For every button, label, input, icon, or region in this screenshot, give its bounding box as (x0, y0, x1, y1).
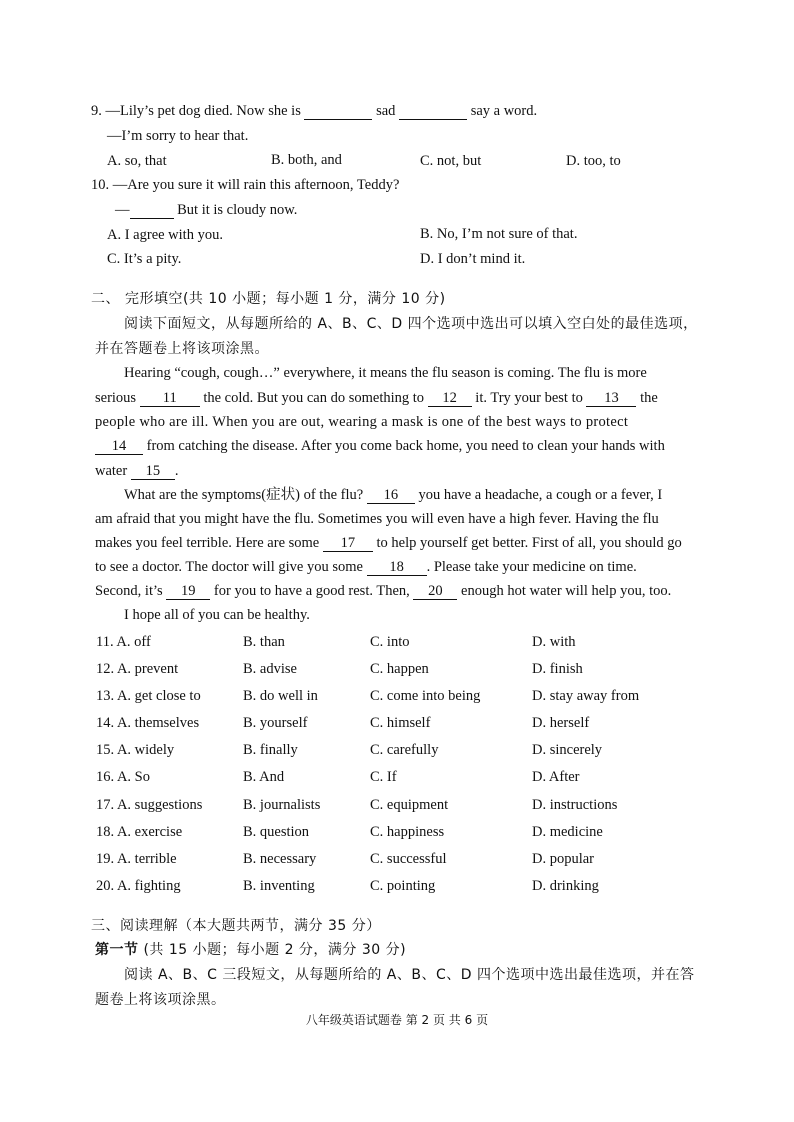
option-14-a: 14. A. themselves (96, 715, 200, 731)
option-13-a: 13. A. get close to (96, 688, 201, 704)
blank-12: 12 (428, 391, 472, 407)
passage-text: makes you feel terrible. Here are some (95, 535, 320, 551)
option-11-b: B. than (243, 634, 285, 650)
passage-text: to help yourself get better. First of all, you should go (376, 535, 682, 551)
blank-14: 14 (95, 439, 143, 455)
section3-heading: 三、阅读理解（本大题共两节，满分 35 分） (91, 918, 381, 934)
passage-text: the cold. But you can do something to (203, 390, 425, 406)
passage-text: What are the symptoms(症状) of the flu? (124, 487, 364, 503)
passage-line (95, 534, 682, 552)
passage-text: Second, it’s (95, 583, 163, 599)
q9-blank-1 (304, 104, 372, 120)
blank-11: 11 (140, 391, 200, 407)
page-footer: 八年级英语试题卷 第 2 页 共 6 页 (305, 1013, 489, 1027)
section3-instruction-1: 阅读 A、B、C 三段短文，从每题所给的 A、B、C、D 四个选项中选出最佳选项，并在答 (124, 967, 695, 983)
passage-text: . (174, 463, 179, 479)
section2-instruction-2: 并在答题卷上将该项涂黑。 (95, 341, 269, 357)
option-18-c: C. happiness (370, 824, 445, 840)
q9-reply: —I’m sorry to hear that. (107, 128, 249, 144)
q10-stem: 10. —Are you sure it will rain this afternoon, Teddy? (91, 177, 400, 193)
q9-stem-end: say a word. (470, 103, 538, 119)
blank-18: 18 (367, 560, 427, 576)
passage-text: to see a doctor. The doctor will give you some (95, 559, 363, 575)
blank-17: 17 (323, 536, 373, 552)
passage-line: people who are ill. When you are out, wearing a mask is one of the best ways to protect (95, 414, 629, 430)
section3-subheading-label: 第一节 (95, 942, 139, 958)
blank-16: 16 (367, 488, 415, 504)
blank-13: 13 (586, 391, 636, 407)
option-16-b: B. And (243, 769, 285, 785)
option-17-b: B. journalists (243, 797, 321, 813)
passage-line (95, 389, 658, 407)
passage-line (95, 582, 671, 600)
option-20-d: D. drinking (532, 878, 599, 894)
passage-line (124, 486, 662, 504)
passage-text: . Please take your medicine on time. (426, 559, 637, 575)
passage-line: am afraid that you might have the flu. Sometimes you will even have a high fever. Having the flu (95, 511, 659, 527)
option-15-d: D. sincerely (532, 742, 603, 758)
option-19-c: C. successful (370, 851, 447, 867)
blank-20: 20 (413, 584, 457, 600)
passage-text: it. Try your best to (475, 390, 583, 406)
option-19-d: D. popular (532, 851, 595, 867)
q9-stem (91, 102, 537, 120)
q10-option-b: B. No, I’m not sure of that. (420, 226, 578, 242)
passage-text: serious (95, 390, 137, 406)
option-13-d: D. stay away from (532, 688, 640, 704)
option-14-b: B. yourself (243, 715, 308, 731)
q9-option-b: B. both, and (271, 152, 342, 168)
option-11-a: 11. A. off (96, 634, 151, 650)
option-12-d: D. finish (532, 661, 583, 677)
section3-subheading-text: (共 15 小题；每小题 2 分，满分 30 分) (138, 942, 407, 958)
passage-line: I hope all of you can be healthy. (124, 607, 310, 623)
option-16-c: C. If (370, 769, 397, 785)
q9-stem-mid: sad (376, 103, 396, 119)
option-12-b: B. advise (243, 661, 297, 677)
passage-line (95, 558, 637, 576)
blank-15: 15 (131, 464, 175, 480)
passage-line (95, 437, 665, 455)
q10-reply-text: But it is cloudy now. (177, 202, 298, 218)
option-13-b: B. do well in (243, 688, 318, 704)
q10-reply-dash: — (115, 202, 130, 218)
option-20-b: B. inventing (243, 878, 315, 894)
option-17-a: 17. A. suggestions (96, 797, 203, 813)
q10-blank (130, 203, 174, 219)
option-16-a: 16. A. So (96, 769, 150, 785)
passage-line: Hearing “cough, cough…” everywhere, it means the flu season is coming. The flu is more (124, 365, 647, 381)
option-15-b: B. finally (243, 742, 298, 758)
q9-option-a: A. so, that (107, 153, 167, 169)
q10-option-c: C. It’s a pity. (107, 251, 182, 267)
section3-instruction-2: 题卷上将该项涂黑。 (95, 992, 226, 1008)
option-19-b: B. necessary (243, 851, 317, 867)
option-15-a: 15. A. widely (96, 742, 175, 758)
q9-option-d: D. too, to (566, 153, 621, 169)
option-17-c: C. equipment (370, 797, 449, 813)
option-15-c: C. carefully (370, 742, 439, 758)
q10-option-a: A. I agree with you. (107, 227, 223, 243)
passage-text: you have a headache, a cough or a fever, I (418, 487, 663, 503)
passage-text: water (95, 463, 128, 479)
section3-subheading (95, 941, 406, 959)
option-12-a: 12. A. prevent (96, 661, 179, 677)
q9-stem-text: 9. —Lily’s pet dog died. Now she is (91, 103, 301, 119)
option-20-a: 20. A. fighting (96, 878, 181, 894)
option-18-d: D. medicine (532, 824, 603, 840)
blank-19: 19 (166, 584, 210, 600)
q9-blank-2 (399, 104, 467, 120)
option-12-c: C. happen (370, 661, 429, 677)
option-13-c: C. come into being (370, 688, 481, 704)
option-16-d: D. After (532, 769, 580, 785)
passage-text: from catching the disease. After you come back home, you need to clean your hands with (146, 438, 665, 454)
option-20-c: C. pointing (370, 878, 436, 894)
passage-text: enough hot water will help you, too. (461, 583, 672, 599)
section2-instruction-1: 阅读下面短文，从每题所给的 A、B、C、D 四个选项中选出可以填入空白处的最佳选项， (124, 316, 698, 332)
passage-text: for you to have a good rest. Then, (213, 583, 410, 599)
option-11-d: D. with (532, 634, 576, 650)
passage-text: the (640, 390, 658, 406)
q10-reply (115, 201, 297, 219)
option-14-d: D. herself (532, 715, 590, 731)
section2-heading: 二、 完形填空(共 10 小题；每小题 1 分，满分 10 分) (91, 291, 446, 307)
option-11-c: C. into (370, 634, 410, 650)
q9-option-c: C. not, but (420, 153, 482, 169)
passage-line (95, 462, 178, 480)
option-18-a: 18. A. exercise (96, 824, 183, 840)
option-19-a: 19. A. terrible (96, 851, 177, 867)
option-18-b: B. question (243, 824, 310, 840)
option-14-c: C. himself (370, 715, 431, 731)
q10-option-d: D. I don’t mind it. (420, 251, 526, 267)
option-17-d: D. instructions (532, 797, 618, 813)
